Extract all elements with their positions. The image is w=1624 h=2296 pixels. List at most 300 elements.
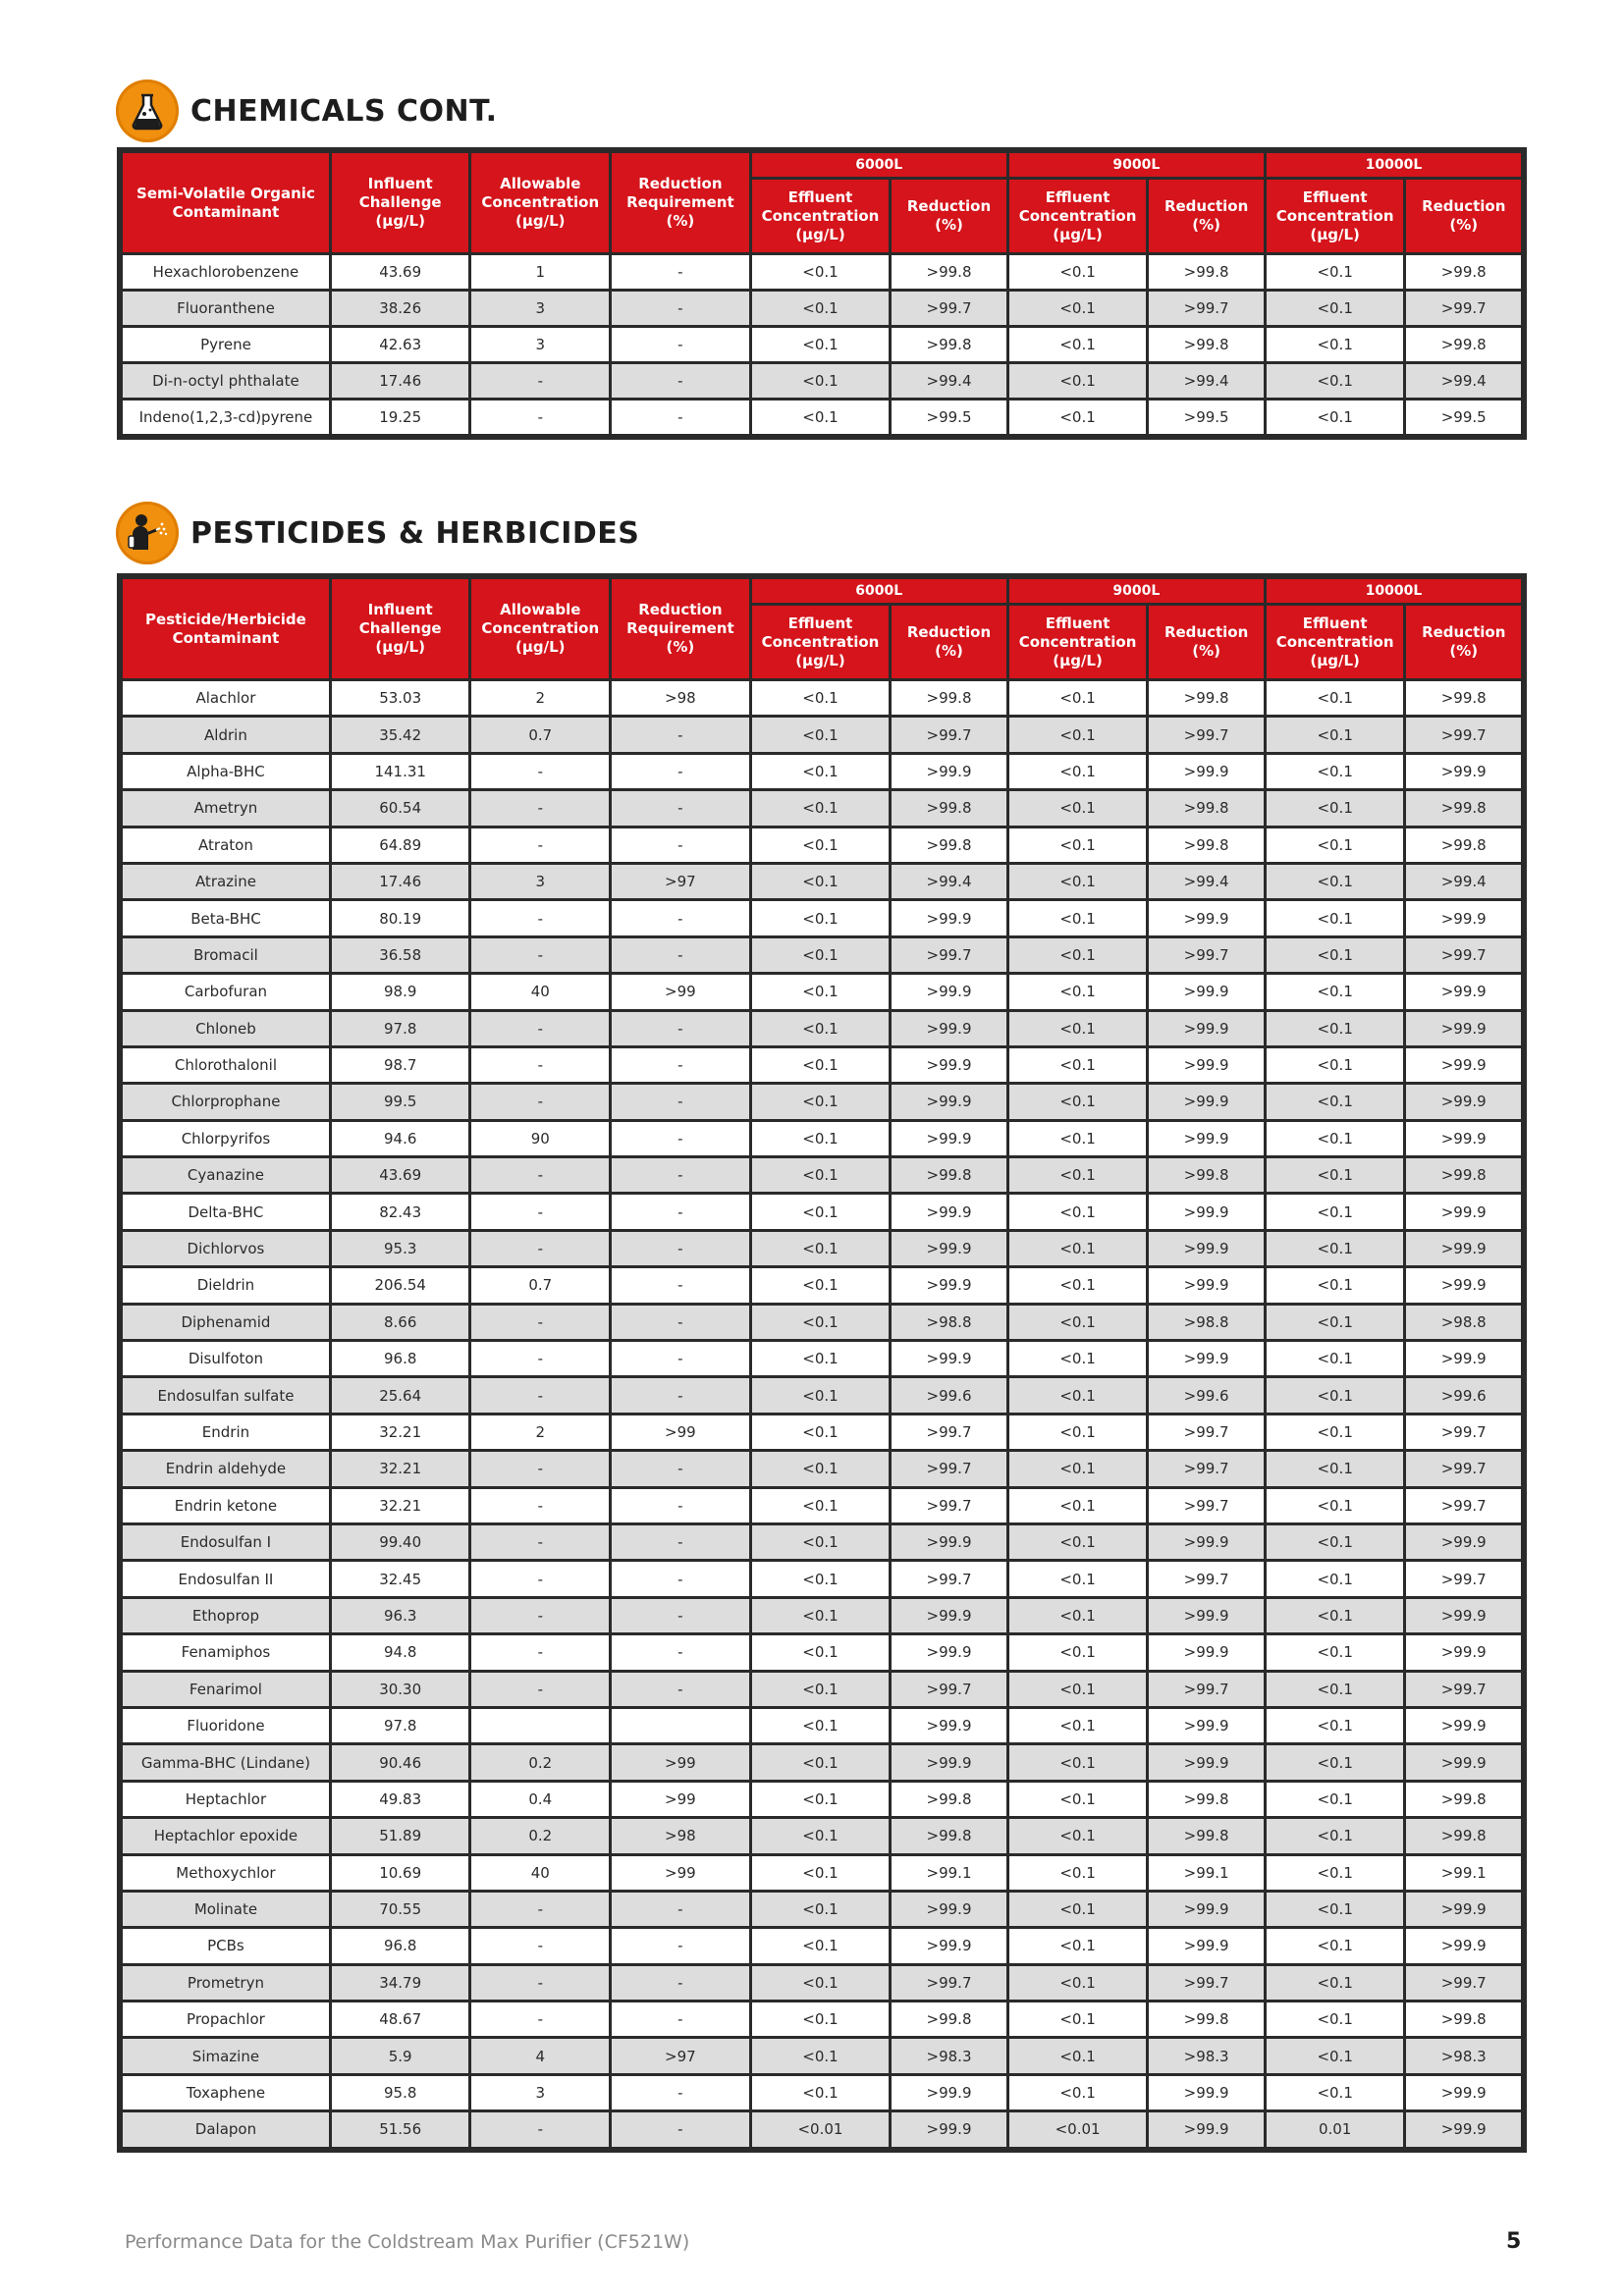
effluent-6000l-cell: <0.1 [752,1489,890,1522]
reduction-requirement-cell: - [612,1048,749,1082]
effluent-10000l-cell: <0.1 [1267,828,1404,862]
reduction-10000l-cell: >99.9 [1406,1709,1521,1742]
effluent-9000l-cell: <0.1 [1009,292,1147,325]
effluent-9000l-cell: <0.1 [1009,1232,1147,1265]
effluent-6000l-cell: <0.1 [752,364,890,398]
reduction-6000l-cell: >99.9 [892,1195,1006,1228]
table-row [123,1893,1521,1926]
effluent-9000l-cell: <0.1 [1009,2039,1147,2072]
influent-cell: 99.5 [332,1085,469,1118]
reduction-requirement-cell: - [612,718,749,751]
contaminant-cell: Ametryn [123,791,329,825]
reduction-6000l-cell: >99.9 [892,1232,1006,1265]
allowable-cell: - [471,1195,609,1228]
effluent-9000l-cell: <0.1 [1009,1012,1147,1045]
reduction-10000l-cell: >99.7 [1406,1415,1521,1449]
influent-cell: 25.64 [332,1378,469,1412]
section-title: CHEMICALS CONT. [190,93,498,129]
contaminant-cell: Delta-BHC [123,1195,329,1228]
allowable-cell: - [471,1452,609,1485]
reduction-6000l-cell: >99.9 [892,1342,1006,1375]
reduction-9000l-cell: >99.9 [1149,1195,1264,1228]
allowable-cell [471,1709,609,1742]
reduction-6000l-cell: >99.7 [892,292,1006,325]
contaminant-cell: Fluoranthene [123,292,329,325]
reduction-10000l-cell: >99.9 [1406,1635,1521,1669]
effluent-9000l-cell: <0.1 [1009,1268,1147,1302]
contaminant-cell: Ethoprop [123,1599,329,1632]
reduction-requirement-cell: >98 [612,681,749,715]
effluent-6000l-cell: <0.01 [752,2112,890,2146]
influent-cell: 141.31 [332,755,469,788]
effluent-10000l-cell: <0.1 [1267,1195,1404,1228]
reduction-requirement-cell: - [612,1158,749,1192]
reduction-9000l-cell: >99.7 [1149,718,1264,751]
effluent-10000l-cell: <0.1 [1267,1929,1404,1962]
reduction-9000l-cell: >99.5 [1149,400,1264,434]
effluent-10000l-cell: <0.1 [1267,2039,1404,2072]
table-row [123,1745,1521,1779]
allowable-cell: 3 [471,2076,609,2109]
contaminant-cell: Alpha-BHC [123,755,329,788]
effluent-9000l-cell: <0.1 [1009,975,1147,1008]
effluent-9000l-cell: <0.1 [1009,1673,1147,1706]
reduction-6000l-cell: >99.9 [892,901,1006,934]
reduction-9000l-cell: >99.9 [1149,1525,1264,1559]
allowable-cell: - [471,755,609,788]
allowable-cell: - [471,1966,609,2000]
effluent-10000l-cell: <0.1 [1267,1635,1404,1669]
effluent-9000l-cell: <0.1 [1009,791,1147,825]
effluent-9000l-cell: <0.1 [1009,718,1147,751]
effluent-6000l-cell: <0.1 [752,1599,890,1632]
effluent-9000l-cell: <0.1 [1009,1378,1147,1412]
reduction-requirement-cell: - [612,938,749,972]
effluent-10000l-cell: <0.1 [1267,681,1404,715]
reduction-10000l-cell: >99.8 [1406,791,1521,825]
contaminant-cell: Molinate [123,1893,329,1926]
reduction-6000l-cell: >99.9 [892,1525,1006,1559]
influent-cell: 82.43 [332,1195,469,1228]
reduction-6000l-cell: >99.9 [892,2112,1006,2146]
effluent-10000l-cell: <0.1 [1267,1452,1404,1485]
header-reduction: Reduction (%) [1149,606,1264,678]
reduction-requirement-cell: >97 [612,865,749,898]
contaminant-cell: Endrin [123,1415,329,1449]
flask-icon [116,80,179,142]
reduction-requirement-cell: - [612,1195,749,1228]
allowable-cell: 0.2 [471,1745,609,1779]
influent-cell: 5.9 [332,2039,469,2072]
effluent-10000l-cell: <0.1 [1267,901,1404,934]
effluent-9000l-cell: <0.1 [1009,1306,1147,1339]
effluent-6000l-cell: <0.1 [752,901,890,934]
reduction-requirement-cell: - [612,901,749,934]
reduction-9000l-cell: >99.7 [1149,1489,1264,1522]
reduction-requirement-cell: - [612,1122,749,1155]
header-effluent: Effluent Concentration (µg/L) [1267,180,1404,252]
effluent-6000l-cell: <0.1 [752,1929,890,1962]
reduction-requirement-cell: - [612,828,749,862]
table-row [123,718,1521,751]
contaminant-cell: Fluoridone [123,1709,329,1742]
reduction-9000l-cell: >99.9 [1149,975,1264,1008]
effluent-9000l-cell: <0.1 [1009,1599,1147,1632]
effluent-6000l-cell: <0.1 [752,328,890,361]
reduction-requirement-cell: >99 [612,1415,749,1449]
table-row [123,1342,1521,1375]
contaminant-cell: Endosulfan II [123,1562,329,1595]
reduction-requirement-cell: >99 [612,1783,749,1816]
allowable-cell: - [471,1085,609,1118]
contaminant-cell: Diphenamid [123,1306,329,1339]
table-row [123,1856,1521,1890]
reduction-9000l-cell: >99.9 [1149,1929,1264,1962]
effluent-6000l-cell: <0.1 [752,1122,890,1155]
table-row [123,1268,1521,1302]
reduction-requirement-cell: - [612,755,749,788]
reduction-6000l-cell: >99.9 [892,1048,1006,1082]
effluent-6000l-cell: <0.1 [752,1048,890,1082]
reduction-10000l-cell: >98.3 [1406,2039,1521,2072]
reduction-10000l-cell: >99.8 [1406,1819,1521,1852]
header-group-6000l: 6000L [752,153,1006,177]
reduction-9000l-cell: >99.9 [1149,1342,1264,1375]
effluent-10000l-cell: <0.1 [1267,1525,1404,1559]
reduction-6000l-cell: >99.8 [892,791,1006,825]
influent-cell: 97.8 [332,1709,469,1742]
reduction-requirement-cell: - [612,292,749,325]
reduction-requirement-cell: >99 [612,975,749,1008]
reduction-10000l-cell: >99.8 [1406,2002,1521,2036]
allowable-cell: - [471,901,609,934]
reduction-10000l-cell: >99.8 [1406,828,1521,862]
reduction-6000l-cell: >99.8 [892,681,1006,715]
table-row [123,1709,1521,1742]
influent-cell: 51.89 [332,1819,469,1852]
effluent-10000l-cell: <0.1 [1267,1966,1404,2000]
contaminant-cell: Simazine [123,2039,329,2072]
effluent-6000l-cell: <0.1 [752,718,890,751]
effluent-10000l-cell: <0.1 [1267,1268,1404,1302]
allowable-cell: - [471,1232,609,1265]
reduction-9000l-cell: >98.3 [1149,2039,1264,2072]
effluent-9000l-cell: <0.1 [1009,1195,1147,1228]
reduction-6000l-cell: >99.9 [892,1122,1006,1155]
influent-cell: 32.21 [332,1415,469,1449]
reduction-9000l-cell: >99.9 [1149,2076,1264,2109]
influent-cell: 90.46 [332,1745,469,1779]
contaminant-cell: Bromacil [123,938,329,972]
allowable-cell: 0.7 [471,718,609,751]
table-row [123,901,1521,934]
reduction-9000l-cell: >99.8 [1149,1819,1264,1852]
effluent-10000l-cell: <0.1 [1267,2076,1404,2109]
allowable-cell: - [471,1489,609,1522]
effluent-6000l-cell: <0.1 [752,2076,890,2109]
reduction-10000l-cell: >99.9 [1406,1268,1521,1302]
effluent-10000l-cell: <0.1 [1267,975,1404,1008]
table-row [123,1819,1521,1852]
footer-text: Performance Data for the Coldstream Max Purifier (CF521W) [125,2231,690,2253]
effluent-6000l-cell: <0.1 [752,2039,890,2072]
reduction-10000l-cell: >99.7 [1406,938,1521,972]
reduction-10000l-cell: >99.1 [1406,1856,1521,1890]
influent-cell: 95.8 [332,2076,469,2109]
reduction-6000l-cell: >99.7 [892,938,1006,972]
contaminant-cell: Chlorprophane [123,1085,329,1118]
allowable-cell: - [471,938,609,972]
header-effluent: Effluent Concentration (µg/L) [1267,606,1404,678]
reduction-6000l-cell: >99.8 [892,1783,1006,1816]
reduction-6000l-cell: >99.9 [892,1745,1006,1779]
allowable-cell: - [471,1158,609,1192]
reduction-requirement-cell: - [612,1929,749,1962]
reduction-10000l-cell: >99.9 [1406,1232,1521,1265]
chemicals-section-header [116,80,497,142]
reduction-9000l-cell: >99.9 [1149,1709,1264,1742]
table-row [123,1378,1521,1412]
effluent-10000l-cell: <0.1 [1267,1232,1404,1265]
allowable-cell: - [471,1673,609,1706]
effluent-6000l-cell: <0.1 [752,1085,890,1118]
allowable-cell: 40 [471,975,609,1008]
effluent-10000l-cell: <0.1 [1267,1599,1404,1632]
reduction-9000l-cell: >99.7 [1149,1415,1264,1449]
reduction-9000l-cell: >99.7 [1149,1673,1264,1706]
effluent-10000l-cell: <0.1 [1267,755,1404,788]
influent-cell: 51.56 [332,2112,469,2146]
table-row [123,2112,1521,2146]
effluent-10000l-cell: <0.1 [1267,1048,1404,1082]
reduction-requirement-cell: - [612,1378,749,1412]
reduction-9000l-cell: >99.8 [1149,1783,1264,1816]
allowable-cell: 0.7 [471,1268,609,1302]
allowable-cell: - [471,1012,609,1045]
effluent-9000l-cell: <0.1 [1009,328,1147,361]
reduction-6000l-cell: >99.8 [892,828,1006,862]
effluent-9000l-cell: <0.1 [1009,1783,1147,1816]
influent-cell: 94.8 [332,1635,469,1669]
reduction-6000l-cell: >99.7 [892,718,1006,751]
table-row [123,1635,1521,1669]
reduction-6000l-cell: >98.8 [892,1306,1006,1339]
allowable-cell: - [471,828,609,862]
reduction-6000l-cell: >99.7 [892,1452,1006,1485]
header-group-9000l: 9000L [1009,153,1264,177]
effluent-10000l-cell: <0.1 [1267,1342,1404,1375]
contaminant-cell: Endrin aldehyde [123,1452,329,1485]
reduction-9000l-cell: >99.9 [1149,1599,1264,1632]
reduction-6000l-cell: >99.8 [892,2002,1006,2036]
pesticides-section-header [116,502,639,564]
effluent-6000l-cell: <0.1 [752,400,890,434]
reduction-10000l-cell: >99.9 [1406,901,1521,934]
allowable-cell: - [471,2112,609,2146]
allowable-cell: 0.4 [471,1783,609,1816]
reduction-9000l-cell: >99.4 [1149,364,1264,398]
effluent-10000l-cell: <0.1 [1267,1489,1404,1522]
influent-cell: 94.6 [332,1122,469,1155]
influent-cell: 97.8 [332,1012,469,1045]
reduction-10000l-cell: >99.9 [1406,1929,1521,1962]
reduction-10000l-cell: >99.9 [1406,1085,1521,1118]
effluent-9000l-cell: <0.1 [1009,1525,1147,1559]
reduction-6000l-cell: >99.9 [892,2076,1006,2109]
effluent-6000l-cell: <0.1 [752,1709,890,1742]
allowable-cell: - [471,1378,609,1412]
reduction-requirement-cell: - [612,1893,749,1926]
effluent-10000l-cell: <0.1 [1267,1085,1404,1118]
reduction-9000l-cell: >99.7 [1149,1562,1264,1595]
influent-cell: 64.89 [332,828,469,862]
reduction-10000l-cell: >99.4 [1406,865,1521,898]
allowable-cell: 2 [471,1415,609,1449]
contaminant-cell: Gamma-BHC (Lindane) [123,1745,329,1779]
reduction-10000l-cell: >99.9 [1406,1342,1521,1375]
effluent-10000l-cell: <0.1 [1267,328,1404,361]
reduction-9000l-cell: >99.8 [1149,791,1264,825]
reduction-requirement-cell: - [612,1673,749,1706]
effluent-10000l-cell: <0.1 [1267,865,1404,898]
reduction-6000l-cell: >99.8 [892,1158,1006,1192]
table-row [123,292,1521,325]
reduction-requirement-cell: - [612,1085,749,1118]
contaminant-cell: Propachlor [123,2002,329,2036]
table-row [123,2076,1521,2109]
table-row [123,1489,1521,1522]
contaminant-cell: Aldrin [123,718,329,751]
table-row [123,681,1521,715]
effluent-10000l-cell: <0.1 [1267,1378,1404,1412]
effluent-6000l-cell: <0.1 [752,1635,890,1669]
contaminant-cell: Methoxychlor [123,1856,329,1890]
influent-cell: 19.25 [332,400,469,434]
reduction-10000l-cell: >99.9 [1406,975,1521,1008]
reduction-9000l-cell: >99.7 [1149,292,1264,325]
contaminant-cell: Chloneb [123,1012,329,1045]
reduction-requirement-cell: - [612,1232,749,1265]
effluent-9000l-cell: <0.1 [1009,1489,1147,1522]
reduction-6000l-cell: >99.9 [892,1929,1006,1962]
allowable-cell: - [471,1562,609,1595]
allowable-cell: - [471,1929,609,1962]
header-reduction: Reduction (%) [1406,180,1521,252]
reduction-requirement-cell: - [612,2112,749,2146]
reduction-10000l-cell: >99.5 [1406,400,1521,434]
effluent-6000l-cell: <0.1 [752,791,890,825]
reduction-9000l-cell: >99.6 [1149,1378,1264,1412]
reduction-9000l-cell: >99.9 [1149,1635,1264,1669]
reduction-6000l-cell: >99.4 [892,865,1006,898]
effluent-6000l-cell: <0.1 [752,1232,890,1265]
allowable-cell: - [471,1635,609,1669]
table-row [123,1012,1521,1045]
table-row [123,2039,1521,2072]
reduction-9000l-cell: >99.9 [1149,1745,1264,1779]
reduction-requirement-cell: >99 [612,1745,749,1779]
effluent-9000l-cell: <0.1 [1009,828,1147,862]
reduction-9000l-cell: >98.8 [1149,1306,1264,1339]
effluent-10000l-cell: <0.1 [1267,1306,1404,1339]
reduction-requirement-cell: - [612,1489,749,1522]
reduction-6000l-cell: >99.9 [892,1635,1006,1669]
reduction-10000l-cell: >99.7 [1406,292,1521,325]
effluent-6000l-cell: <0.1 [752,1012,890,1045]
allowable-cell: 3 [471,328,609,361]
reduction-10000l-cell: >99.9 [1406,1122,1521,1155]
effluent-10000l-cell: <0.1 [1267,1856,1404,1890]
influent-cell: 32.21 [332,1452,469,1485]
contaminant-cell: Chlorpyrifos [123,1122,329,1155]
effluent-10000l-cell: <0.1 [1267,1745,1404,1779]
influent-cell: 53.03 [332,681,469,715]
allowable-cell: - [471,1306,609,1339]
table-row [123,400,1521,434]
contaminant-cell: Cyanazine [123,1158,329,1192]
reduction-10000l-cell: >99.8 [1406,681,1521,715]
reduction-10000l-cell: >99.9 [1406,1525,1521,1559]
reduction-9000l-cell: >99.9 [1149,1893,1264,1926]
effluent-10000l-cell: <0.1 [1267,255,1404,289]
contaminant-cell: Toxaphene [123,2076,329,2109]
reduction-requirement-cell [612,1709,749,1742]
effluent-10000l-cell: <0.1 [1267,1709,1404,1742]
reduction-requirement-cell: - [612,255,749,289]
contaminant-cell: Dichlorvos [123,1232,329,1265]
contaminant-cell: Di-n-octyl phthalate [123,364,329,398]
effluent-6000l-cell: <0.1 [752,255,890,289]
reduction-6000l-cell: >99.9 [892,1085,1006,1118]
table-row [123,328,1521,361]
effluent-10000l-cell: <0.1 [1267,292,1404,325]
allowable-cell: - [471,1599,609,1632]
reduction-9000l-cell: >99.8 [1149,828,1264,862]
header-effluent: Effluent Concentration (µg/L) [752,606,890,678]
reduction-requirement-cell: - [612,328,749,361]
effluent-10000l-cell: <0.1 [1267,791,1404,825]
header-influent: Influent Challenge (µg/L) [332,579,469,678]
contaminant-cell: Hexachlorobenzene [123,255,329,289]
header-reduction-requirement: Reduction Requirement (%) [612,579,749,678]
effluent-10000l-cell: <0.1 [1267,1415,1404,1449]
pesticides-herbicides-table [117,573,1527,2153]
contaminant-cell: Fenarimol [123,1673,329,1706]
table-row [123,938,1521,972]
contaminant-cell: PCBs [123,1929,329,1962]
effluent-9000l-cell: <0.1 [1009,400,1147,434]
influent-cell: 17.46 [332,865,469,898]
table-row [123,364,1521,398]
effluent-6000l-cell: <0.1 [752,975,890,1008]
header-effluent: Effluent Concentration (µg/L) [1009,606,1147,678]
reduction-6000l-cell: >99.9 [892,1268,1006,1302]
reduction-9000l-cell: >99.9 [1149,1085,1264,1118]
reduction-10000l-cell: >99.7 [1406,1966,1521,2000]
contaminant-cell: Atrazine [123,865,329,898]
effluent-6000l-cell: <0.1 [752,1415,890,1449]
table-row [123,1599,1521,1632]
effluent-9000l-cell: <0.1 [1009,901,1147,934]
reduction-6000l-cell: >99.9 [892,755,1006,788]
effluent-9000l-cell: <0.1 [1009,1562,1147,1595]
table-row [123,1562,1521,1595]
table-row [123,1966,1521,2000]
effluent-6000l-cell: <0.1 [752,1966,890,2000]
effluent-10000l-cell: 0.01 [1267,2112,1404,2146]
header-effluent: Effluent Concentration (µg/L) [1009,180,1147,252]
reduction-6000l-cell: >99.5 [892,400,1006,434]
